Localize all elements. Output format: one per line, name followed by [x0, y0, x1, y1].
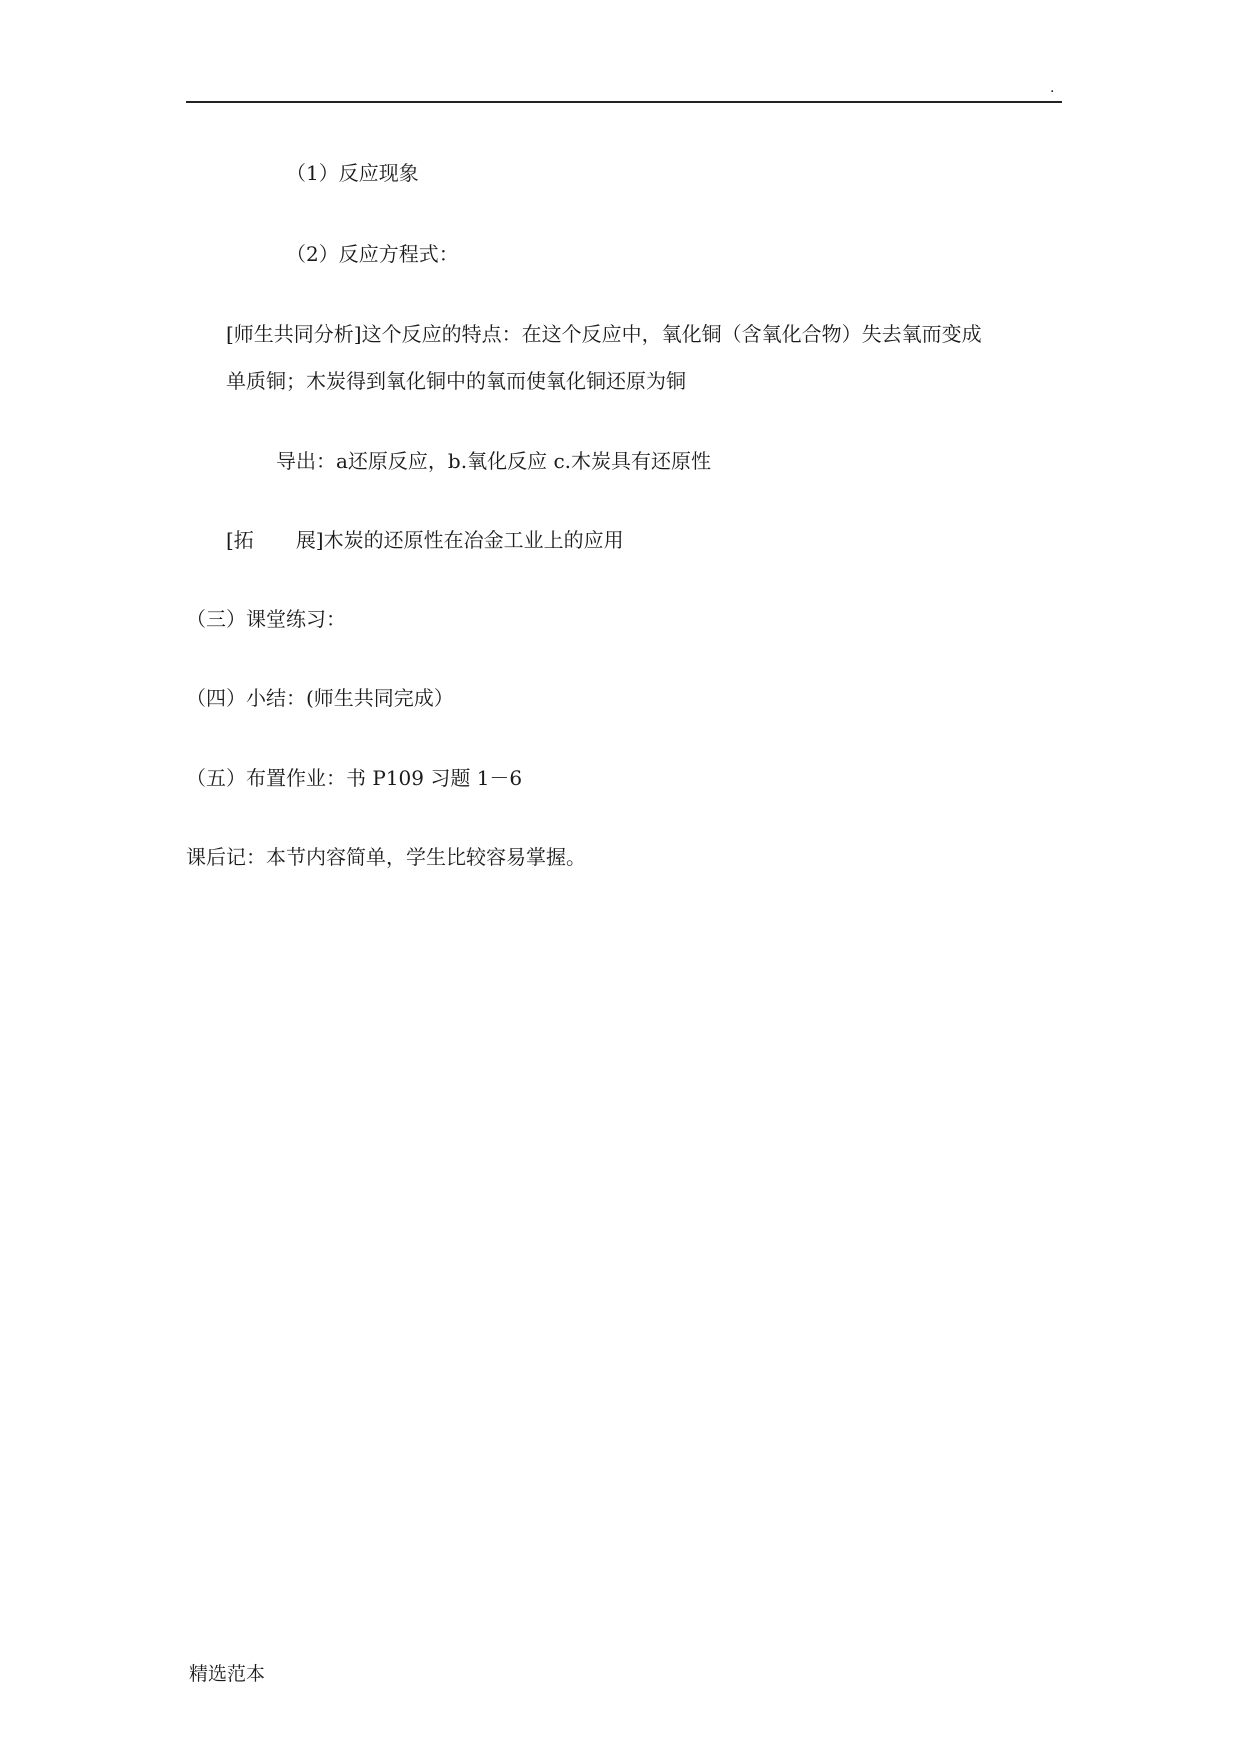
item-reaction-phenomenon: （1）反应现象 [286, 161, 419, 185]
item-reaction-equation: （2）反应方程式： [286, 242, 459, 266]
extend-line [226, 526, 624, 554]
header-mark: . [1050, 80, 1055, 96]
extend-bracket-open: [拓 [226, 528, 254, 552]
afterword: 课后记：本节内容简单，学生比较容易掌握。 [186, 845, 586, 869]
section-homework: （五）布置作业：书 P109 习题 1－6 [186, 766, 523, 790]
section-classroom-practice: （三）课堂练习： [186, 607, 346, 631]
analysis-line-2: 单质铜；木炭得到氧化铜中的氧而使氧化铜还原为铜 [226, 369, 686, 393]
analysis-line-1: [师生共同分析]这个反应的特点：在这个反应中，氧化铜（含氧化合物）失去氧而变成 [226, 322, 982, 346]
derive-line: 导出：a还原反应，b.氧化反应 c.木炭具有还原性 [276, 449, 711, 473]
header-rule [186, 101, 1062, 103]
footer-label: 精选范本 [189, 1663, 266, 1685]
extend-text: 展]木炭的还原性在冶金工业上的应用 [295, 528, 624, 552]
section-summary: （四）小结：(师生共同完成） [186, 686, 454, 710]
